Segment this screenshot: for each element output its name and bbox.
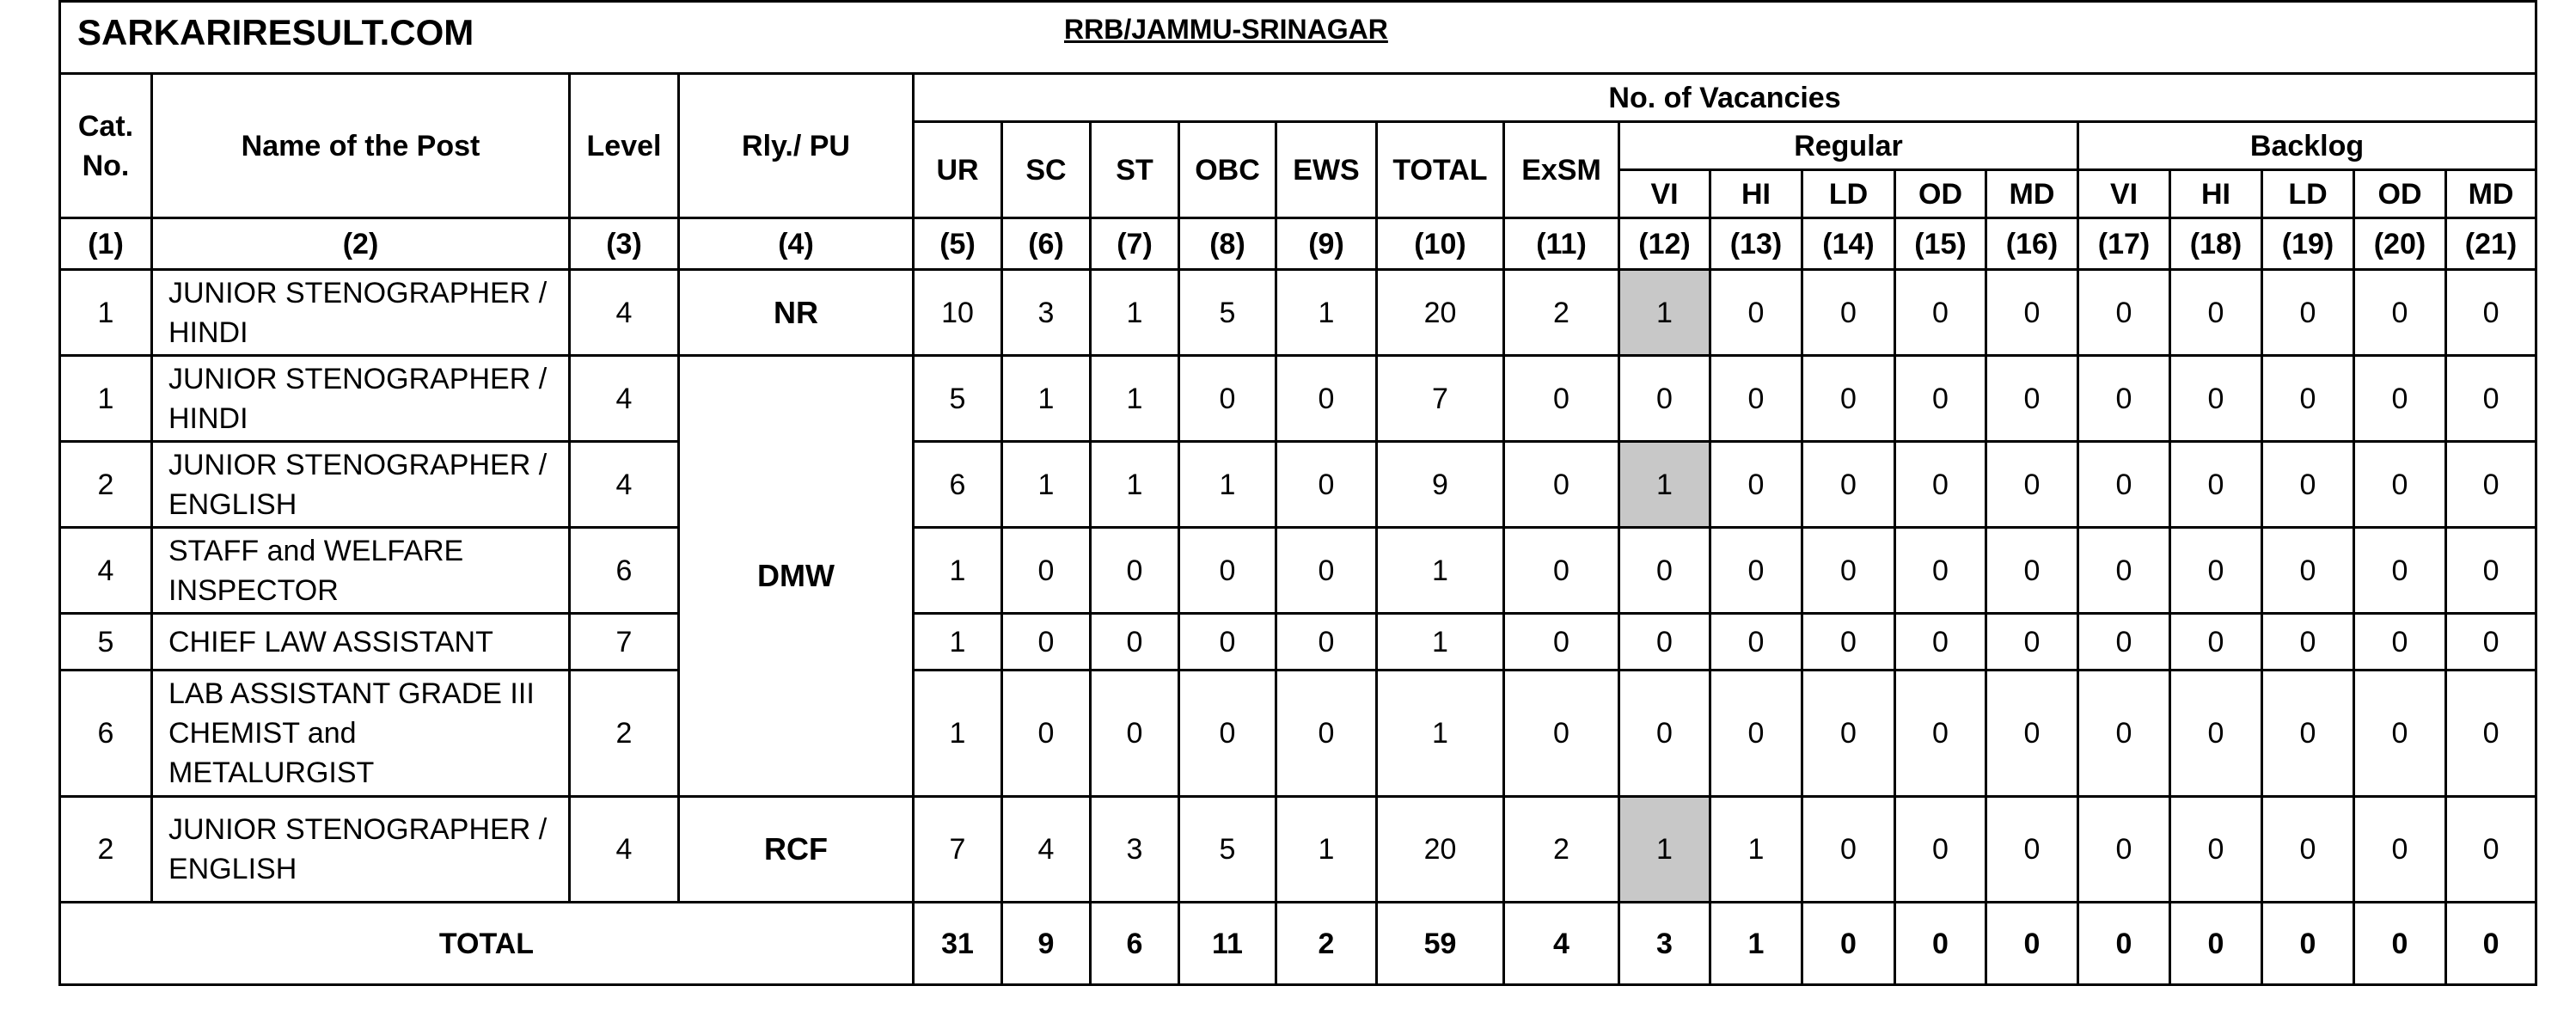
- level-cell: 6: [570, 528, 679, 614]
- value-cell: 0: [1986, 671, 2078, 797]
- value-cell: 3: [1091, 797, 1179, 903]
- value-cell: 0: [1986, 614, 2078, 671]
- value-cell: 0: [1710, 528, 1802, 614]
- value-cell: 0: [2354, 614, 2446, 671]
- header-rly: Rly./ PU: [679, 74, 914, 218]
- value-cell: 0: [2170, 270, 2262, 356]
- value-cell: 0: [1895, 528, 1986, 614]
- value-cell: 0: [2446, 671, 2536, 797]
- header-regular-md: MD: [1986, 170, 2078, 218]
- value-cell: 0: [1895, 797, 1986, 903]
- post-name-cell: JUNIOR STENOGRAPHER / HINDI: [152, 270, 570, 356]
- value-cell: 0: [1619, 528, 1710, 614]
- table-row: [60, 356, 2536, 442]
- post-name-cell: LAB ASSISTANT GRADE III CHEMIST and METALURGIST: [152, 671, 570, 797]
- column-number: (17): [2078, 218, 2170, 270]
- total-value-cell: 59: [1377, 903, 1504, 985]
- total-value-cell: 3: [1619, 903, 1710, 985]
- total-value-cell: 0: [2078, 903, 2170, 985]
- cat-no-cell: 1: [60, 356, 152, 442]
- value-cell: 0: [1802, 270, 1895, 356]
- value-cell: 0: [2170, 614, 2262, 671]
- post-name-cell: JUNIOR STENOGRAPHER / ENGLISH: [152, 797, 570, 903]
- brand-title: SARKARIRESULT.COM: [77, 12, 474, 52]
- value-cell: 0: [1710, 442, 1802, 528]
- total-label: TOTAL: [60, 903, 914, 985]
- level-cell: 7: [570, 614, 679, 671]
- total-value-cell: 0: [2262, 903, 2354, 985]
- cat-no-cell: 2: [60, 442, 152, 528]
- value-cell: 0: [1276, 614, 1377, 671]
- total-value-cell: 6: [1091, 903, 1179, 985]
- vacancy-table-container: [58, 0, 2535, 986]
- header-row-1: [60, 74, 2536, 122]
- value-cell: 7: [914, 797, 1002, 903]
- value-cell: 0: [1091, 528, 1179, 614]
- value-cell: 0: [1504, 356, 1619, 442]
- value-cell: 0: [1802, 442, 1895, 528]
- table-row: [60, 442, 2536, 528]
- value-cell: 0: [2446, 270, 2536, 356]
- value-cell: 0: [1802, 671, 1895, 797]
- value-cell: 0: [2262, 614, 2354, 671]
- value-cell: 4: [1002, 797, 1091, 903]
- value-cell: 1: [1377, 528, 1504, 614]
- value-cell: 0: [1802, 528, 1895, 614]
- header-backlog-vi: VI: [2078, 170, 2170, 218]
- value-cell: 0: [1276, 528, 1377, 614]
- cat-no-cell: 1: [60, 270, 152, 356]
- value-cell: 6: [914, 442, 1002, 528]
- header-obc: OBC: [1179, 122, 1276, 218]
- column-number: (16): [1986, 218, 2078, 270]
- header-backlog-hi: HI: [2170, 170, 2262, 218]
- value-cell: 0: [2170, 528, 2262, 614]
- header-exsm: ExSM: [1504, 122, 1619, 218]
- value-cell: 0: [2078, 614, 2170, 671]
- value-cell: 1: [1619, 442, 1710, 528]
- column-number: (12): [1619, 218, 1710, 270]
- value-cell: 0: [1179, 614, 1276, 671]
- value-cell: 0: [1986, 528, 2078, 614]
- table-row: [60, 270, 2536, 356]
- value-cell: 0: [1619, 671, 1710, 797]
- column-number: (1): [60, 218, 152, 270]
- value-cell: 0: [1002, 614, 1091, 671]
- column-number: (20): [2354, 218, 2446, 270]
- column-number: (13): [1710, 218, 1802, 270]
- value-cell: 0: [2262, 671, 2354, 797]
- level-cell: 4: [570, 797, 679, 903]
- table-row: [60, 614, 2536, 671]
- value-cell: 9: [1377, 442, 1504, 528]
- header-backlog-ld: LD: [2262, 170, 2354, 218]
- header-sc: SC: [1002, 122, 1091, 218]
- total-value-cell: 4: [1504, 903, 1619, 985]
- column-number: (15): [1895, 218, 1986, 270]
- title-cell: [60, 2, 2536, 74]
- value-cell: 0: [2170, 797, 2262, 903]
- header-backlog-od: OD: [2354, 170, 2446, 218]
- total-value-cell: 11: [1179, 903, 1276, 985]
- value-cell: 0: [2446, 614, 2536, 671]
- value-cell: 0: [2354, 797, 2446, 903]
- rly-cell: RCF: [679, 797, 914, 903]
- value-cell: 0: [1895, 614, 1986, 671]
- value-cell: 0: [1504, 671, 1619, 797]
- value-cell: 0: [1002, 528, 1091, 614]
- value-cell: 0: [1986, 356, 2078, 442]
- value-cell: 1: [914, 671, 1002, 797]
- column-number: (11): [1504, 218, 1619, 270]
- value-cell: 0: [1091, 614, 1179, 671]
- column-number: (2): [152, 218, 570, 270]
- column-number: (4): [679, 218, 914, 270]
- value-cell: 1: [914, 528, 1002, 614]
- column-number: (6): [1002, 218, 1091, 270]
- header-backlog: Backlog: [2078, 122, 2536, 170]
- cat-no-cell: 2: [60, 797, 152, 903]
- table-row: [60, 528, 2536, 614]
- value-cell: 0: [2354, 671, 2446, 797]
- rly-cell: DMW: [679, 356, 914, 797]
- value-cell: 0: [1710, 356, 1802, 442]
- value-cell: 0: [2078, 270, 2170, 356]
- value-cell: 0: [1619, 614, 1710, 671]
- value-cell: 0: [1710, 614, 1802, 671]
- table-row: [60, 671, 2536, 797]
- post-name-cell: JUNIOR STENOGRAPHER / ENGLISH: [152, 442, 570, 528]
- value-cell: 0: [2262, 528, 2354, 614]
- value-cell: 1: [1710, 797, 1802, 903]
- total-row: [60, 903, 2536, 985]
- value-cell: 0: [1179, 671, 1276, 797]
- cat-no-cell: 4: [60, 528, 152, 614]
- post-name-cell: CHIEF LAW ASSISTANT: [152, 614, 570, 671]
- level-cell: 4: [570, 356, 679, 442]
- table-row: [60, 797, 2536, 903]
- total-value-cell: 0: [1895, 903, 1986, 985]
- header-regular-vi: VI: [1619, 170, 1710, 218]
- value-cell: 1: [1619, 797, 1710, 903]
- value-cell: 0: [1179, 528, 1276, 614]
- column-number: (5): [914, 218, 1002, 270]
- header-level: Level: [570, 74, 679, 218]
- value-cell: 1: [1276, 270, 1377, 356]
- value-cell: 10: [914, 270, 1002, 356]
- vacancy-table: [58, 0, 2537, 986]
- column-number: (10): [1377, 218, 1504, 270]
- post-name-cell: STAFF and WELFARE INSPECTOR: [152, 528, 570, 614]
- column-number: (18): [2170, 218, 2262, 270]
- value-cell: 3: [1002, 270, 1091, 356]
- total-value-cell: 2: [1276, 903, 1377, 985]
- header-ews: EWS: [1276, 122, 1377, 218]
- value-cell: 20: [1377, 270, 1504, 356]
- column-number: (9): [1276, 218, 1377, 270]
- value-cell: 1: [1377, 671, 1504, 797]
- value-cell: 0: [1895, 442, 1986, 528]
- header-regular-od: OD: [1895, 170, 1986, 218]
- value-cell: 0: [2170, 356, 2262, 442]
- value-cell: 1: [914, 614, 1002, 671]
- value-cell: 0: [2078, 797, 2170, 903]
- value-cell: 0: [1276, 671, 1377, 797]
- column-number: (14): [1802, 218, 1895, 270]
- total-value-cell: 31: [914, 903, 1002, 985]
- total-value-cell: 0: [2354, 903, 2446, 985]
- header-ur: UR: [914, 122, 1002, 218]
- value-cell: 0: [1276, 442, 1377, 528]
- value-cell: 5: [1179, 797, 1276, 903]
- value-cell: 20: [1377, 797, 1504, 903]
- value-cell: 0: [1986, 270, 2078, 356]
- column-number: (21): [2446, 218, 2536, 270]
- total-value-cell: 0: [1986, 903, 2078, 985]
- value-cell: 1: [1002, 356, 1091, 442]
- value-cell: 0: [2078, 671, 2170, 797]
- value-cell: 1: [1091, 356, 1179, 442]
- value-cell: 0: [2170, 671, 2262, 797]
- value-cell: 5: [1179, 270, 1276, 356]
- header-cat-no: Cat. No.: [60, 74, 152, 218]
- value-cell: 0: [1619, 356, 1710, 442]
- value-cell: 0: [2354, 356, 2446, 442]
- cat-no-cell: 6: [60, 671, 152, 797]
- value-cell: 0: [1504, 614, 1619, 671]
- level-cell: 4: [570, 442, 679, 528]
- header-regular: Regular: [1619, 122, 2078, 170]
- total-value-cell: 1: [1710, 903, 1802, 985]
- value-cell: 0: [1276, 356, 1377, 442]
- value-cell: 0: [1504, 442, 1619, 528]
- level-cell: 4: [570, 270, 679, 356]
- value-cell: 0: [1986, 442, 2078, 528]
- value-cell: 1: [1619, 270, 1710, 356]
- value-cell: 2: [1504, 797, 1619, 903]
- value-cell: 0: [2446, 442, 2536, 528]
- header-post-name: Name of the Post: [152, 74, 570, 218]
- value-cell: 0: [2078, 356, 2170, 442]
- value-cell: 0: [1710, 270, 1802, 356]
- value-cell: 0: [2446, 797, 2536, 903]
- value-cell: 0: [2354, 528, 2446, 614]
- value-cell: 0: [1091, 671, 1179, 797]
- value-cell: 0: [2262, 797, 2354, 903]
- header-vacancies: No. of Vacancies: [914, 74, 2536, 122]
- value-cell: 0: [1002, 671, 1091, 797]
- value-cell: 1: [1091, 442, 1179, 528]
- value-cell: 0: [2446, 528, 2536, 614]
- header-regular-ld: LD: [1802, 170, 1895, 218]
- value-cell: 7: [1377, 356, 1504, 442]
- column-number: (3): [570, 218, 679, 270]
- value-cell: 2: [1504, 270, 1619, 356]
- column-number: (7): [1091, 218, 1179, 270]
- header-st: ST: [1091, 122, 1179, 218]
- value-cell: 0: [2262, 442, 2354, 528]
- value-cell: 0: [2262, 356, 2354, 442]
- value-cell: 1: [1377, 614, 1504, 671]
- total-value-cell: 0: [1802, 903, 1895, 985]
- value-cell: 0: [2354, 270, 2446, 356]
- value-cell: 0: [1179, 356, 1276, 442]
- column-number-row: [60, 218, 2536, 270]
- header-regular-hi: HI: [1710, 170, 1802, 218]
- value-cell: 0: [1710, 671, 1802, 797]
- zone-title: RRB/JAMMU-SRINAGAR: [1064, 14, 1388, 45]
- total-value-cell: 9: [1002, 903, 1091, 985]
- value-cell: 0: [1802, 356, 1895, 442]
- value-cell: 0: [1895, 270, 1986, 356]
- column-number: (19): [2262, 218, 2354, 270]
- total-value-cell: 0: [2170, 903, 2262, 985]
- value-cell: 5: [914, 356, 1002, 442]
- value-cell: 1: [1091, 270, 1179, 356]
- value-cell: 0: [1895, 671, 1986, 797]
- value-cell: 0: [1895, 356, 1986, 442]
- value-cell: 0: [2078, 528, 2170, 614]
- value-cell: 0: [1802, 797, 1895, 903]
- value-cell: 1: [1179, 442, 1276, 528]
- total-value-cell: 0: [2446, 903, 2536, 985]
- column-number: (8): [1179, 218, 1276, 270]
- value-cell: 1: [1002, 442, 1091, 528]
- level-cell: 2: [570, 671, 679, 797]
- header-backlog-md: MD: [2446, 170, 2536, 218]
- header-total: TOTAL: [1377, 122, 1504, 218]
- value-cell: 0: [1504, 528, 1619, 614]
- value-cell: 0: [1986, 797, 2078, 903]
- value-cell: 0: [2354, 442, 2446, 528]
- value-cell: 0: [2262, 270, 2354, 356]
- title-row: [60, 2, 2536, 74]
- cat-no-cell: 5: [60, 614, 152, 671]
- value-cell: 0: [1802, 614, 1895, 671]
- rly-cell: NR: [679, 270, 914, 356]
- value-cell: 0: [2170, 442, 2262, 528]
- value-cell: 0: [2446, 356, 2536, 442]
- post-name-cell: JUNIOR STENOGRAPHER / HINDI: [152, 356, 570, 442]
- value-cell: 0: [2078, 442, 2170, 528]
- value-cell: 1: [1276, 797, 1377, 903]
